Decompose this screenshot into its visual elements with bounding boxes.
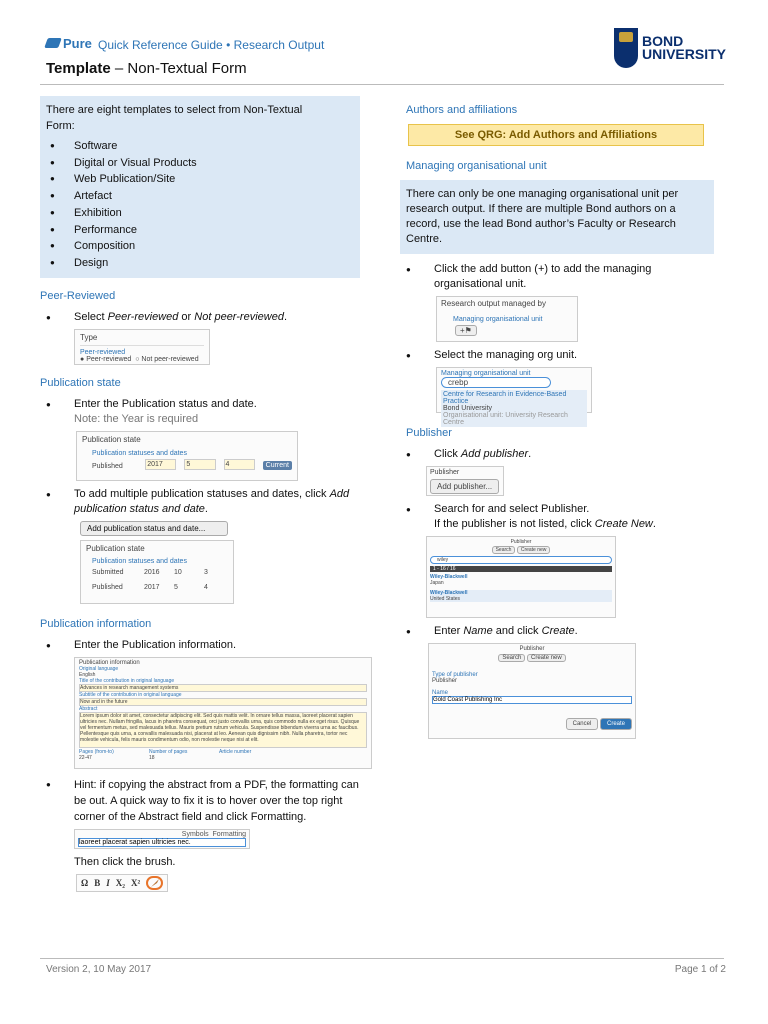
template-item: ● Digital or Visual Products	[46, 155, 352, 172]
peer-select-text: Select	[74, 311, 108, 323]
org-select-instruction: ● Select the managing org unit.	[400, 348, 720, 363]
org-result-name: Centre for Research in Evidence-Based Practice	[443, 391, 567, 405]
publisher-add-screenshot	[426, 466, 504, 496]
org-add-label: Managing organisational unit	[453, 316, 543, 323]
pubinfo-instruction: ● Enter the Publication information.	[40, 638, 360, 653]
row2-day[interactable]: 4	[204, 584, 208, 591]
pub-create-tabs	[432, 654, 632, 662]
row2-year[interactable]: 2017	[144, 584, 160, 591]
pub-name-word: Name	[463, 625, 493, 637]
peer-heading: Peer-Reviewed	[40, 290, 116, 302]
add-org-icon[interactable]: +⚑	[455, 325, 477, 336]
row2-status[interactable]: Published	[92, 584, 123, 591]
pub-create-link: Create New	[594, 518, 653, 530]
template-item: ● Exhibition	[46, 205, 352, 222]
abstract-input[interactable]: Lorem ipsum dolor sit amet, consectetur adipiscing elit. Sed quis mattis velit. In ornare tellus massa, laoreet placerat sapien ultricies nec. Nullam fringilla, lacus in pharetra consequat, orci justo convallis urna, quis commodo nulla ex eget risus. Quisque vel fermentum metus, sed malesuada tellus. Mauris pretium rutrum vehicula. Suspendisse bibendum viverra urna ac faucibus. Pellentesque quis urna, a convallis malesuada nisi, placerat at leo. Aenean quis dignissim nibh. Nulla pharetra, tortor nec molestie vehicula, felis mauris condimentum odio, non molestie neque nisi at elit.	[79, 712, 367, 748]
pub-r1-country: Japan	[430, 580, 444, 586]
then-text: Then click the brush.	[74, 856, 176, 868]
subscript-icon[interactable]: X₂	[115, 878, 125, 888]
org-result-parent: Bond University	[443, 405, 493, 412]
symbols-link[interactable]: Symbols	[181, 831, 209, 838]
pub-create-new-tab[interactable]: Create new	[527, 654, 566, 662]
org-add-title: Research output managed by	[441, 299, 546, 308]
peer-shot-title: Type	[80, 333, 98, 342]
pubstate2-screenshot	[80, 540, 234, 604]
pubstate-month[interactable]: 5	[184, 459, 215, 470]
abstract-snippet: laoreet placerat sapien ultricies nec.	[78, 838, 246, 847]
peer-period: .	[283, 311, 288, 323]
pub-and-click: and click	[492, 625, 542, 637]
pub-search-tab[interactable]: Search	[492, 546, 516, 554]
pub-create-text: If the publisher is not listed, click	[434, 518, 595, 530]
pub-name-label: Name	[432, 690, 449, 696]
pub-r1-name: Wiley-Blackwell	[430, 574, 468, 580]
header-rule	[40, 84, 724, 85]
create-button[interactable]: Create	[600, 718, 632, 730]
bond-line2: UNIVERSITY	[641, 46, 726, 62]
row1-month[interactable]: 10	[174, 569, 182, 576]
peer-opt2: Not peer-reviewed	[194, 311, 284, 323]
npages-label: Number of pages	[149, 749, 188, 755]
pub-create-title: Publisher	[519, 646, 545, 652]
peer-shot-label: Peer-reviewed	[80, 349, 126, 356]
pubstate-shot-sub: Publication statuses and dates	[92, 450, 187, 457]
pubstate-instruction: ● Enter the Publication status and date.	[40, 397, 360, 412]
abstract-label: Abstract	[79, 706, 98, 712]
brush-icon[interactable]	[146, 876, 163, 890]
italic-icon[interactable]: I	[106, 878, 110, 888]
multi-link: Add publication status and date	[74, 488, 350, 515]
pub-create-search-tab[interactable]: Search	[498, 654, 525, 662]
title-rest: – Non-Textual Form	[110, 60, 247, 77]
template-item: ● Artefact	[46, 188, 352, 205]
pub-result-2[interactable]	[430, 590, 612, 602]
pub-result-count: 1 - 16 / 16	[430, 566, 612, 572]
org-info-box: There can only be one managing organisational unit per research output. If there are multiple Bond authors on a record, use the lead Bond author’s Faculty or Research Centre.	[400, 180, 714, 254]
formatting-screenshot	[74, 829, 250, 849]
pub-create-word: Create	[541, 625, 575, 637]
publisher-search-screenshot	[426, 536, 616, 618]
publisher-add-instruction	[400, 447, 720, 462]
template-item: ● Design	[46, 255, 352, 272]
formatting-link[interactable]: Formatting	[212, 831, 246, 838]
article-label: Article number	[219, 749, 252, 755]
org-result[interactable]	[441, 390, 587, 427]
add-status-button[interactable]: Add publication status and date...	[80, 521, 228, 536]
editor-toolbar	[76, 874, 168, 892]
peer-screenshot	[74, 329, 210, 365]
org-select-screenshot	[436, 367, 592, 426]
peer-or: or	[178, 311, 195, 323]
authors-heading: Authors and affiliations	[406, 104, 518, 116]
pubstate-year[interactable]: 2017	[145, 459, 176, 470]
hint-text: ● Hint: if copying the abstract from a PDF, the formatting can be out. A quick way to fix it is to hover over the top right corner of the Abstract field and click Formatting.	[40, 777, 360, 825]
row1-status[interactable]: Submitted	[92, 569, 124, 576]
pub-r2-country: United States	[430, 596, 461, 602]
pub-enter: Enter	[434, 625, 464, 637]
pubstate-day[interactable]: 4	[224, 459, 255, 470]
subtitle-input[interactable]: Now and in the future	[79, 698, 367, 706]
pure-arrow-icon	[44, 38, 62, 48]
pub-name-input[interactable]: Gold Coast Publishing Inc	[432, 696, 632, 704]
pub-search-title: Publisher	[510, 539, 532, 545]
pubstate-row	[82, 459, 292, 470]
pubstate2-row-1	[86, 569, 228, 576]
title-input[interactable]: Advances in research management systems	[79, 684, 367, 692]
page-number: Page 1 of 2	[674, 964, 726, 975]
pub-create-period: .	[652, 518, 656, 530]
org-add-instruction: ● Click the add button (+) to add the managing organisational unit.	[400, 262, 720, 292]
publisher-create-screenshot	[428, 643, 636, 739]
pubstate-heading: Publication state	[40, 377, 121, 389]
intro-text: There are eight templates to select from Non-Textual Form:	[46, 104, 303, 132]
pages-values	[79, 755, 367, 761]
pubinfo-heading: Publication information	[40, 618, 152, 630]
template-list	[46, 138, 352, 272]
multi-period: .	[204, 503, 208, 515]
org-select-label: Managing organisational unit	[441, 370, 531, 377]
pubinfo-title: Publication information	[79, 660, 140, 666]
org-search-input[interactable]: crebp	[441, 377, 551, 388]
title-bold: Template	[46, 60, 111, 77]
brand-name: Pure	[63, 36, 92, 51]
pub-search-input[interactable]: wiley	[430, 556, 612, 564]
peer-shot-body	[80, 345, 204, 363]
template-item: ● Performance	[46, 222, 352, 239]
peer-instruction	[40, 310, 360, 325]
org-add-row	[455, 325, 573, 336]
sym-fmt-row	[78, 831, 246, 838]
npages-input[interactable]: 18	[149, 755, 155, 761]
peer-radio-2[interactable]: Not peer-reviewed	[141, 356, 199, 363]
publisher-search-instruction: ● Search for and select Publisher.	[400, 502, 720, 517]
add-publisher-button[interactable]: Add publisher...	[430, 479, 499, 494]
peer-radio-1[interactable]: Peer-reviewed	[86, 356, 132, 363]
pub-result-1[interactable]	[430, 574, 612, 586]
peer-opt1: Peer-reviewed	[107, 311, 179, 323]
pub-create-period2: .	[574, 625, 578, 637]
authors-qrg-link[interactable]: See QRG: Add Authors and Affiliations	[408, 124, 704, 146]
template-item: ● Web Publication/Site	[46, 171, 352, 188]
bond-logo	[614, 28, 726, 68]
row2-month[interactable]: 5	[174, 584, 178, 591]
pub-create-actions	[432, 718, 632, 730]
row1-day[interactable]: 3	[204, 569, 208, 576]
lang-value[interactable]: English	[79, 672, 96, 678]
subtitle-label: Subtitle of the contribution in original language	[79, 692, 182, 698]
pub-type-select[interactable]: Publisher	[432, 678, 458, 684]
pub-add-link: Add publisher	[460, 448, 529, 460]
pub-shot-title: Publisher	[430, 469, 460, 476]
pub-period: .	[528, 448, 532, 460]
template-item: ● Software	[46, 138, 352, 155]
publisher-create-hint	[400, 517, 720, 532]
intro-box	[40, 96, 360, 278]
pubstate-shot-title: Publication state	[82, 435, 141, 444]
pub-type-label: Type of publisher	[432, 672, 478, 678]
pub-search-tabs	[430, 546, 612, 554]
pubstate-multi-instruction	[40, 487, 360, 517]
qrg-title: Quick Reference Guide • Research Output	[98, 38, 325, 52]
bond-shield-icon	[614, 28, 638, 68]
pubstate-screenshot	[76, 431, 298, 481]
pub-create-tab[interactable]: Create new	[517, 546, 551, 554]
right-column	[400, 100, 720, 745]
footer-rule	[40, 958, 724, 959]
title-label: Title of the contribution in original language	[79, 678, 175, 684]
org-result-type: Organisational unit: University Research Centre	[443, 412, 568, 426]
superscript-icon[interactable]: X²	[130, 878, 141, 888]
lang-label: Original language	[79, 666, 119, 672]
org-heading: Managing organisational unit	[406, 160, 547, 172]
current-badge: Current	[263, 461, 292, 470]
bold-icon[interactable]: B	[94, 878, 101, 888]
version-text: Version 2, 10 May 2017	[46, 964, 152, 975]
pubstate-note: Note: the Year is required	[74, 413, 199, 425]
doc-title	[46, 60, 247, 77]
pure-logo	[46, 36, 92, 51]
omega-icon[interactable]: Ω	[81, 878, 89, 888]
pub-click: Click	[434, 448, 461, 460]
pages-input[interactable]: 22-47	[79, 755, 92, 761]
cancel-button[interactable]: Cancel	[566, 718, 599, 730]
pubstate2-title: Publication state	[86, 544, 145, 553]
bond-wordmark	[642, 35, 726, 61]
row1-year[interactable]: 2016	[144, 569, 160, 576]
pubstate2-sub: Publication statuses and dates	[92, 558, 187, 565]
pages-label: Pages (from-to)	[79, 749, 114, 755]
left-column	[40, 96, 360, 898]
publisher-heading: Publisher	[406, 427, 452, 439]
bond-line1: BOND	[641, 33, 684, 49]
peer-radios: ● Peer-reviewed ○ Not peer-reviewed	[80, 356, 199, 363]
multi-text: To add multiple publication statuses and dates, click	[74, 488, 330, 500]
pubstate-status[interactable]: Published	[92, 463, 123, 470]
pub-r2-name: Wiley-Blackwell	[430, 590, 468, 596]
page-header	[46, 33, 726, 86]
pubinfo-screenshot	[74, 657, 372, 769]
publisher-create-instruction	[400, 624, 720, 639]
org-add-screenshot	[436, 296, 578, 342]
template-item: ● Composition	[46, 238, 352, 255]
page-footer	[46, 964, 726, 975]
add-status-row	[80, 521, 360, 536]
pubstate2-row-2	[86, 584, 228, 591]
